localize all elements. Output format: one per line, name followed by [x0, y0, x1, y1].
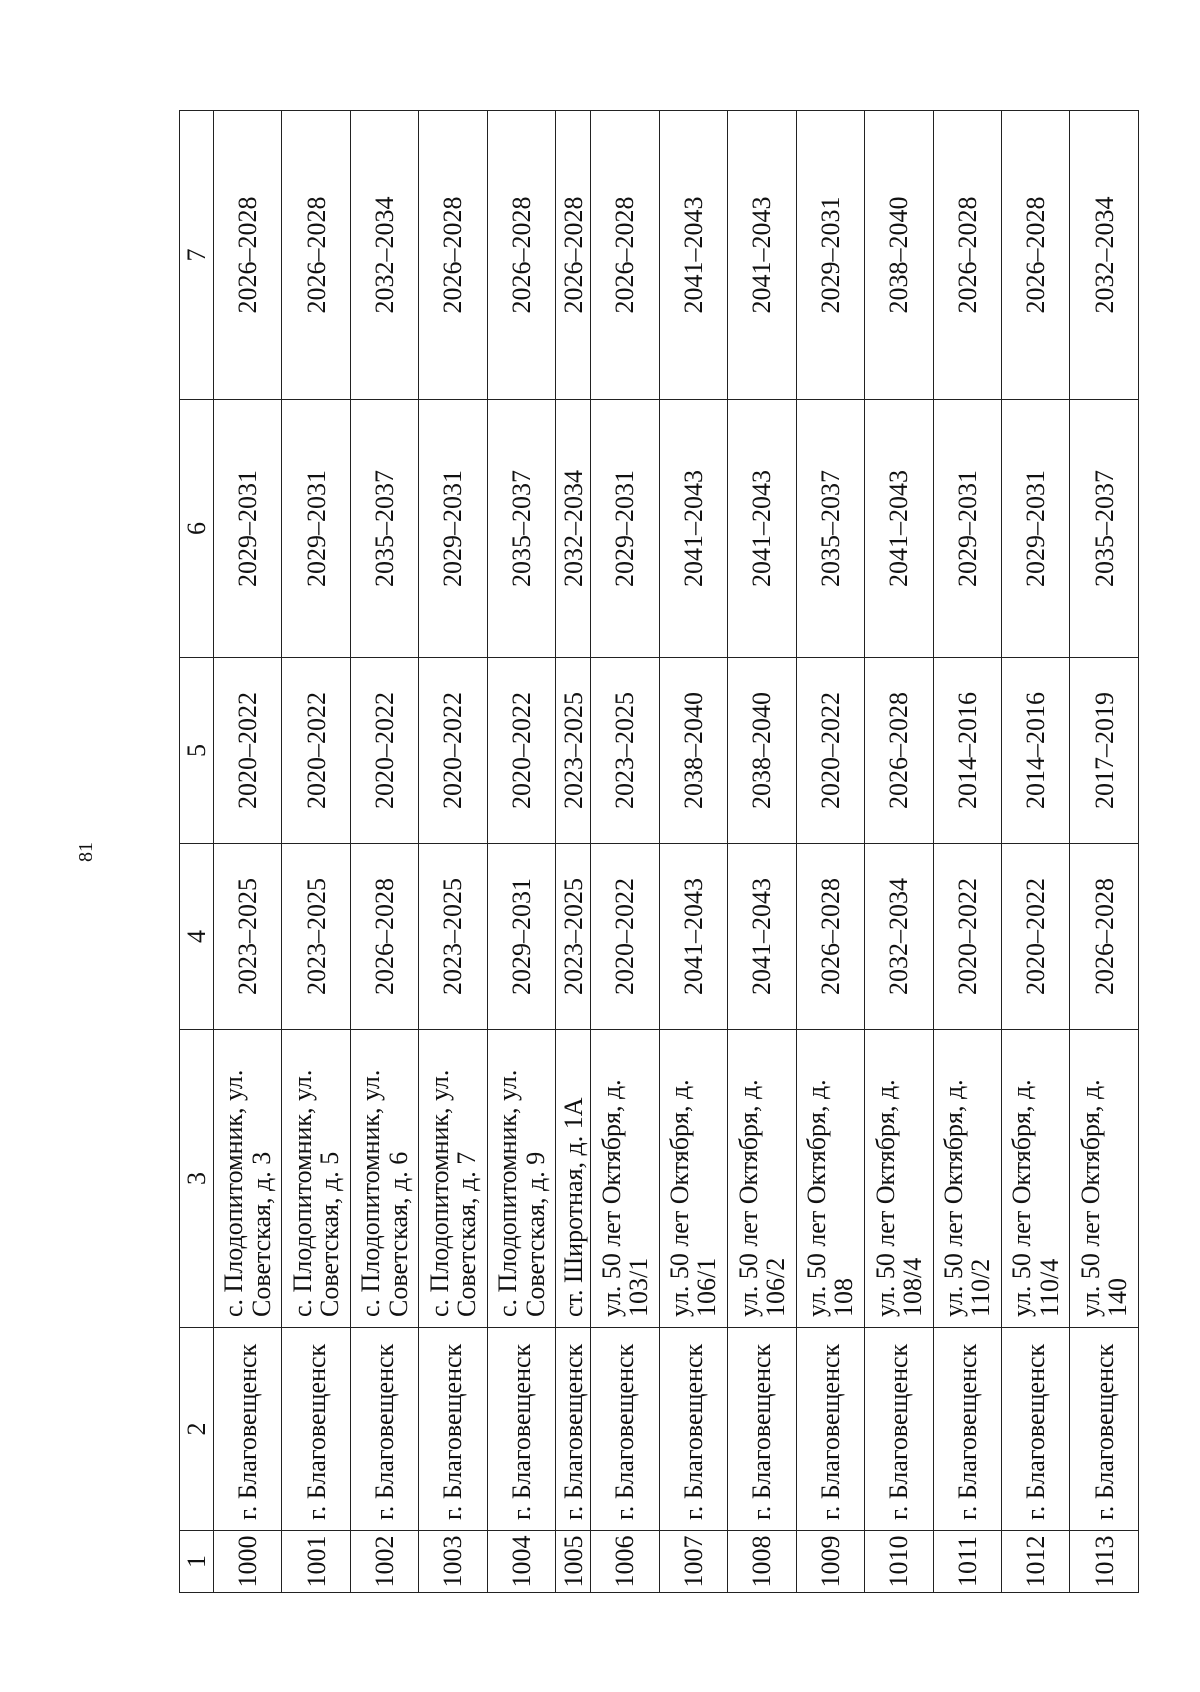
- cell-period-col-5: 2014–2016: [1002, 658, 1070, 844]
- cell-period-col-7: 2026–2028: [214, 111, 282, 400]
- page-number: 81: [75, 842, 97, 862]
- cell-period-col-7: 2026–2028: [487, 111, 555, 400]
- header-cell-4: 4: [180, 844, 214, 1030]
- cell-address: ул. 50 лет Октября, д. 108/4: [865, 1030, 933, 1328]
- cell-period-col-7: 2038–2040: [865, 111, 933, 400]
- cell-period-col-7: 2032–2034: [1070, 111, 1139, 400]
- cell-period-col-6: 2029–2031: [1002, 400, 1070, 658]
- table-row: [419, 111, 487, 1593]
- cell-period-col-5: 2023–2025: [591, 658, 659, 844]
- cell-period-col-6: 2041–2043: [865, 400, 933, 658]
- cell-period-col-4: 2023–2025: [214, 844, 282, 1030]
- cell-period-col-7: 2026–2028: [933, 111, 1001, 400]
- header-cell-7: 7: [180, 111, 214, 400]
- header-row: [180, 111, 214, 1593]
- cell-period-col-5: 2038–2040: [728, 658, 796, 844]
- cell-city: г. Благовещенск: [487, 1328, 555, 1531]
- cell-city: г. Благовещенск: [796, 1328, 864, 1531]
- cell-row-number: 1003: [419, 1531, 487, 1593]
- cell-period-col-5: 2020–2022: [796, 658, 864, 844]
- cell-period-col-4: 2032–2034: [865, 844, 933, 1030]
- cell-city: г. Благовещенск: [556, 1328, 591, 1531]
- cell-address: с. Плодопитомник, ул. Советская, д. 6: [350, 1030, 418, 1328]
- cell-period-col-6: 2041–2043: [659, 400, 727, 658]
- cell-address: ул. 50 лет Октября, д. 108: [796, 1030, 864, 1328]
- cell-period-col-7: 2026–2028: [591, 111, 659, 400]
- cell-period-col-6: 2029–2031: [419, 400, 487, 658]
- cell-period-col-4: 2020–2022: [933, 844, 1001, 1030]
- cell-period-col-4: 2026–2028: [796, 844, 864, 1030]
- cell-period-col-5: 2014–2016: [933, 658, 1001, 844]
- cell-city: г. Благовещенск: [865, 1328, 933, 1531]
- cell-row-number: 1008: [728, 1531, 796, 1593]
- table-row: [933, 111, 1001, 1593]
- cell-period-col-7: 2029–2031: [796, 111, 864, 400]
- cell-address: с. Плодопитомник, ул. Советская, д. 3: [214, 1030, 282, 1328]
- cell-period-col-6: 2035–2037: [350, 400, 418, 658]
- cell-row-number: 1010: [865, 1531, 933, 1593]
- cell-city: г. Благовещенск: [933, 1328, 1001, 1531]
- cell-city: г. Благовещенск: [728, 1328, 796, 1531]
- cell-period-col-7: 2026–2028: [1002, 111, 1070, 400]
- cell-row-number: 1009: [796, 1531, 864, 1593]
- cell-period-col-6: 2035–2037: [487, 400, 555, 658]
- cell-period-col-6: 2032–2034: [556, 400, 591, 658]
- cell-period-col-6: 2041–2043: [728, 400, 796, 658]
- cell-row-number: 1011: [933, 1531, 1001, 1593]
- header-cell-2: 2: [180, 1328, 214, 1531]
- cell-period-col-5: 2020–2022: [419, 658, 487, 844]
- cell-address: ул. 50 лет Октября, д. 106/2: [728, 1030, 796, 1328]
- table-row: [659, 111, 727, 1593]
- cell-period-col-5: 2020–2022: [282, 658, 350, 844]
- cell-period-col-7: 2032–2034: [350, 111, 418, 400]
- cell-city: г. Благовещенск: [591, 1328, 659, 1531]
- cell-address: с. Плодопитомник, ул. Советская, д. 9: [487, 1030, 555, 1328]
- cell-period-col-6: 2035–2037: [796, 400, 864, 658]
- cell-period-col-4: 2023–2025: [556, 844, 591, 1030]
- cell-period-col-4: 2020–2022: [591, 844, 659, 1030]
- cell-row-number: 1001: [282, 1531, 350, 1593]
- cell-period-col-4: 2020–2022: [1002, 844, 1070, 1030]
- cell-period-col-4: 2041–2043: [659, 844, 727, 1030]
- cell-period-col-4: 2026–2028: [1070, 844, 1139, 1030]
- cell-period-col-6: 2029–2031: [591, 400, 659, 658]
- cell-address: с. Плодопитомник, ул. Советская, д. 5: [282, 1030, 350, 1328]
- cell-row-number: 1004: [487, 1531, 555, 1593]
- cell-period-col-6: 2029–2031: [214, 400, 282, 658]
- cell-row-number: 1007: [659, 1531, 727, 1593]
- header-cell-3: 3: [180, 1030, 214, 1328]
- cell-city: г. Благовещенск: [350, 1328, 418, 1531]
- table-row: [350, 111, 418, 1593]
- cell-row-number: 1002: [350, 1531, 418, 1593]
- cell-address: с. Плодопитомник, ул. Советская, д. 7: [419, 1030, 487, 1328]
- cell-city: г. Благовещенск: [282, 1328, 350, 1531]
- cell-period-col-5: 2038–2040: [659, 658, 727, 844]
- table-row: [1002, 111, 1070, 1593]
- cell-address: ул. 50 лет Октября, д. 110/4: [1002, 1030, 1070, 1328]
- table-body: [180, 111, 1139, 1593]
- cell-period-col-7: 2026–2028: [556, 111, 591, 400]
- cell-period-col-7: 2041–2043: [659, 111, 727, 400]
- cell-period-col-5: 2023–2025: [556, 658, 591, 844]
- cell-period-col-6: 2029–2031: [282, 400, 350, 658]
- cell-period-col-7: 2041–2043: [728, 111, 796, 400]
- table-row: [1070, 111, 1139, 1593]
- table-row: [556, 111, 591, 1593]
- cell-period-col-4: 2026–2028: [350, 844, 418, 1030]
- cell-city: г. Благовещенск: [1070, 1328, 1139, 1531]
- rotated-table-container: [179, 111, 1139, 1593]
- table-row: [796, 111, 864, 1593]
- cell-period-col-4: 2023–2025: [282, 844, 350, 1030]
- table-row: [865, 111, 933, 1593]
- cell-period-col-6: 2035–2037: [1070, 400, 1139, 658]
- cell-address: ул. 50 лет Октября, д. 110/2: [933, 1030, 1001, 1328]
- cell-period-col-4: 2029–2031: [487, 844, 555, 1030]
- table-row: [728, 111, 796, 1593]
- cell-row-number: 1000: [214, 1531, 282, 1593]
- cell-address: ул. 50 лет Октября, д. 106/1: [659, 1030, 727, 1328]
- cell-period-col-6: 2029–2031: [933, 400, 1001, 658]
- cell-city: г. Благовещенск: [1002, 1328, 1070, 1531]
- cell-period-col-7: 2026–2028: [282, 111, 350, 400]
- cell-period-col-5: 2020–2022: [487, 658, 555, 844]
- cell-city: г. Благовещенск: [419, 1328, 487, 1531]
- cell-row-number: 1013: [1070, 1531, 1139, 1593]
- table-row: [282, 111, 350, 1593]
- table-row: [487, 111, 555, 1593]
- cell-address: ул. 50 лет Октября, д. 103/1: [591, 1030, 659, 1328]
- schedule-table: [179, 110, 1139, 1593]
- cell-row-number: 1005: [556, 1531, 591, 1593]
- cell-address: ст. Широтная, д. 1А: [556, 1030, 591, 1328]
- cell-period-col-5: 2020–2022: [350, 658, 418, 844]
- cell-period-col-5: 2026–2028: [865, 658, 933, 844]
- cell-period-col-7: 2026–2028: [419, 111, 487, 400]
- table-row: [591, 111, 659, 1593]
- cell-city: г. Благовещенск: [659, 1328, 727, 1531]
- header-cell-1: 1: [180, 1531, 214, 1593]
- cell-city: г. Благовещенск: [214, 1328, 282, 1531]
- cell-period-col-4: 2041–2043: [728, 844, 796, 1030]
- cell-period-col-5: 2020–2022: [214, 658, 282, 844]
- header-cell-6: 6: [180, 400, 214, 658]
- table-row: [214, 111, 282, 1593]
- header-cell-5: 5: [180, 658, 214, 844]
- cell-address: ул. 50 лет Октября, д. 140: [1070, 1030, 1139, 1328]
- cell-row-number: 1006: [591, 1531, 659, 1593]
- cell-period-col-5: 2017–2019: [1070, 658, 1139, 844]
- cell-period-col-4: 2023–2025: [419, 844, 487, 1030]
- cell-row-number: 1012: [1002, 1531, 1070, 1593]
